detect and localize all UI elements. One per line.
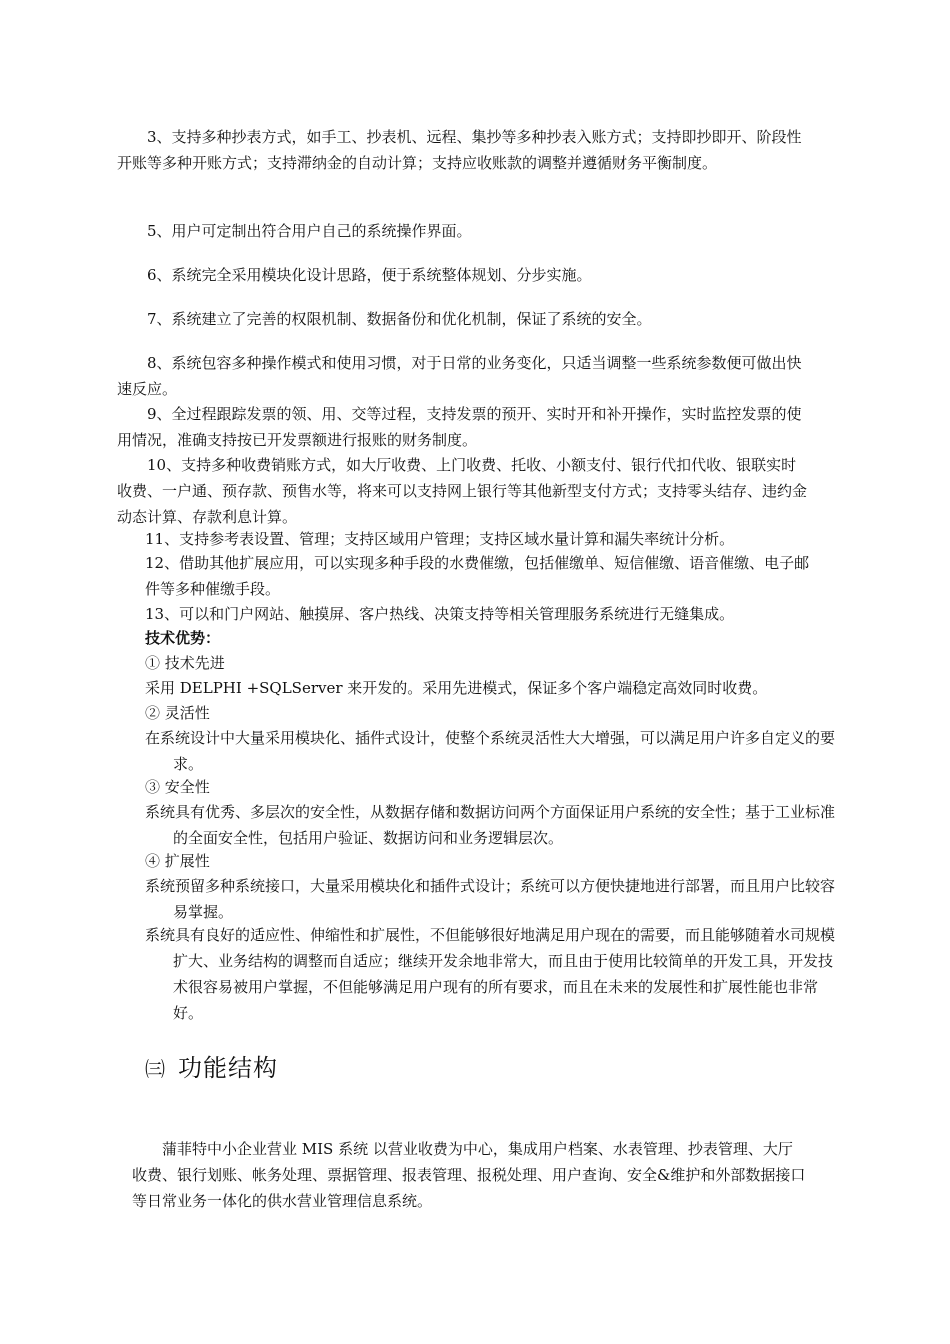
paragraph-8: 8、系统包容多种操作模式和使用习惯，对于日常的业务变化，只适当调整一些系统参数便可做出快速反应。: [117, 354, 802, 398]
tech-security-body: 系统具有优秀、多层次的安全性，从数据存储和数据访问两个方面保证用户系统的安全性；基于工业标准的全面安全性，包括用户验证、数据访问和业务逻辑层次。: [145, 803, 836, 847]
tech-scalability-title: ④ 扩展性: [145, 852, 210, 870]
tech-advanced-title: ① 技术先进: [145, 654, 225, 672]
tech-flexibility-title: ② 灵活性: [145, 704, 210, 722]
tech-scalability-body-2: 系统具有良好的适应性、伸缩性和扩展性，不但能够很好地满足用户现在的需要，而且能够随着水司规模扩大、业务结构的调整而自适应；继续开发余地非常大，而且由于使用比较简单的开发工具，开发技术很容易被用户掌握，不但能够满足用户现有的所有要求，而且在未来的发展性和扩展性能也非常好。: [145, 926, 836, 1022]
section-body: 蒲菲特中小企业营业 MIS 系统 以营业收费为中心，集成用户档案、水表管理、抄表管理、大厅收费、银行划账、帐务处理、票据管理、报表管理、报税处理、用户查询、安全&维护和外部数据接口等日常业务一体化的供水营业管理信息系统。: [132, 1140, 806, 1210]
tech-security-title: ③ 安全性: [145, 778, 210, 796]
tech-scalability-body-1: 系统预留多种系统接口，大量采用模块化和插件式设计；系统可以方便快捷地进行部署，而且用户比较容易掌握。: [145, 877, 836, 921]
paragraph-12: 12、借助其他扩展应用，可以实现多种手段的水费催缴，包括催缴单、短信催缴、语音催缴、电子邮件等多种催缴手段。: [145, 554, 810, 598]
tech-advantages-title: 技术优势：: [145, 629, 221, 647]
paragraph-9: 9、全过程跟踪发票的领、用、交等过程，支持发票的预开、实时开和补开操作，实时监控发票的使用情况，准确支持按已开发票额进行报账的财务制度。: [117, 405, 802, 449]
section-title: 功能结构: [178, 1054, 278, 1082]
paragraph-3: 3、支持多种抄表方式，如手工、抄表机、远程、集抄等多种抄表入账方式；支持即抄即开、阶段性开账等多种开账方式；支持滞纳金的自动计算；支持应收账款的调整并遵循财务平衡制度。: [117, 128, 802, 172]
tech-flexibility-body: 在系统设计中大量采用模块化、插件式设计，使整个系统灵活性大大增强，可以满足用户许多自定义的要求。: [145, 729, 836, 773]
paragraph-11: 11、支持参考表设置、管理；支持区域用户管理；支持区域水量计算和漏失率统计分析。: [145, 530, 735, 548]
paragraph-6: 6、系统完全采用模块化设计思路，便于系统整体规划、分步实施。: [147, 266, 592, 284]
paragraph-5: 5、用户可定制出符合用户自己的系统操作界面。: [147, 222, 472, 240]
tech-advanced-body: 采用 DELPHI +SQLServer 来开发的。采用先进模式，保证多个客户端稳定高效同时收费。: [145, 679, 768, 697]
paragraph-13: 13、可以和门户网站、触摸屏、客户热线、决策支持等相关管理服务系统进行无缝集成。: [145, 605, 735, 623]
paragraph-7: 7、系统建立了完善的权限机制、数据备份和优化机制，保证了系统的安全。: [147, 310, 652, 328]
section-heading: [145, 1052, 278, 1085]
paragraph-10: 10、支持多种收费销账方式，如大厅收费、上门收费、托收、小额支付、银行代扣代收、银联实时收费、一户通、预存款、预售水等，将来可以支持网上银行等其他新型支付方式；支持零头结存、违约金动态计算、存款利息计算。: [117, 456, 808, 526]
section-number: ㈢: [145, 1057, 166, 1081]
